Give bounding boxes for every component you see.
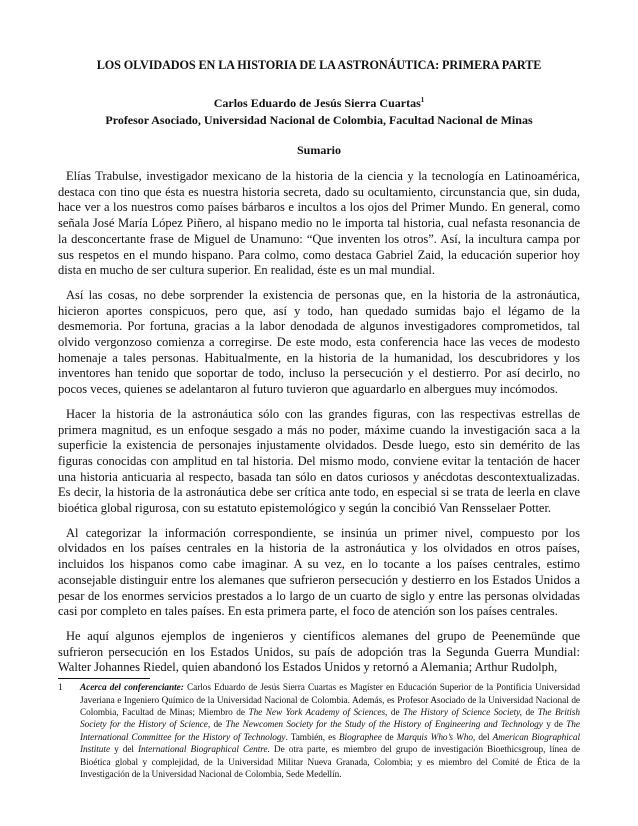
body-paragraph-4: Al categorizar la información correspondiente, se insinúa un primer nivel, compuesto por los olvidados en los países centrales en la historia de la astronáutica y los olvidados en otros países, incluidos los hispanos como cabe imaginar. A su vez, en lo tocante a los países centrales, estimo aconsejable distinguir entre los alemanes que sufrieron persecución y destierro en los Estados Unidos a pesar de los enormes servicios prestados a lo largo de un cuarto de siglo y entre las personas olvidadas casi por completo en tales países. En esta primera parte, el foco de atención son los países centrales. bbox=[58, 525, 580, 619]
footnote-org-name: Biographee bbox=[338, 732, 382, 743]
footnote-org-name: The International Committee for the History of Technology bbox=[80, 720, 580, 743]
footnote-org-name: American Biographical Institute bbox=[80, 732, 580, 756]
footnote-segment: De otra parte, es miembro del grupo de investigación Bioethicsgroup, línea de Bioética global y complejidad, de la Universidad Militar Nueva Granada, Colombia; y es miembro del Comité de Ética de la Investigación de la Universidad Nacional de Colombia, Sede Medellín. bbox=[80, 745, 580, 780]
footnote bbox=[58, 682, 580, 781]
footnote-divider bbox=[58, 678, 150, 679]
footnote-segment: de bbox=[387, 707, 404, 718]
author-name-text: Carlos Eduardo de Jesús Sierra Cuartas bbox=[213, 96, 421, 110]
footnote-org-name: International Biographical Centre. bbox=[137, 745, 270, 756]
footnote-segment: de bbox=[521, 707, 538, 718]
footnote-org-name: The Newcomen Society for the Study of the History of Engineering and Technology bbox=[225, 720, 543, 731]
body-paragraph-3: Hacer la historia de la astronáutica sólo con las grandes figuras, con las respectivas estrellas de primera magnitud, es un enfoque sesgado a más no poder, máxime cuando la investigación saca a la superficie la existencia de personajes injustamente olvidados. Desde luego, esto sin demérito de las figuras conocidas con amplitud en tal historia. Del mismo modo, conviene evitar la tentación de hacer una historia anticuaria al respecto, basada tan sólo en datos curiosos y anécdotas descontextualizadas. Es decir, la historia de la astronáutica debe ser crítica ante todo, en especial si se trata de leerla en clave bioética global rigurosa, con su estatuto epistemológico y según la concibió Van Rensselaer Potter. bbox=[58, 406, 580, 516]
footnote-number: 1 bbox=[58, 683, 63, 694]
footnote-org-name: The British Society for the History of Science, bbox=[80, 707, 580, 731]
footnote-segment: de bbox=[210, 720, 226, 731]
footnote-org-name: The New York Academy of Sciences, bbox=[248, 707, 388, 718]
footnote-segment: del bbox=[475, 732, 493, 743]
author-affiliation: Profesor Asociado, Universidad Nacional de Colombia, Facultad Nacional de Minas bbox=[105, 113, 533, 127]
footnote-segment: y del bbox=[110, 745, 138, 756]
body-paragraph-2: Así las cosas, no debe sorprender la existencia de personas que, en la historia de la astronáutica, hicieron aportes conspicuos, pero que, así y todo, han quedado sumidas bajo el légamo de la desmemoria. Por fortuna, gracias a la labor denodada de algunos investigadores comprometidos, tal olvido vergonzoso comienza a corregirse. De este modo, esta conferencia hace las veces de modesto homenaje a tales personas. Habitualmente, en la historia de la humanidad, los descubridores y los inventores han tenido que soportar de todo, incluso la persecución y el destierro. Por así decirlo, no pocos veces, quienes se adelantaron al futuro tuvieron que aguardarlo en albergues muy incómodos. bbox=[58, 287, 580, 397]
author-name bbox=[58, 95, 580, 112]
body-paragraph-5: He aquí algunos ejemplos de ingenieros y científicos alemanes del grupo de Peenemünde que sufrieron persecución en los Estados Unidos, su país de adopción tras la Segunda Guerra Mundial: Walter Johannes Riedel, quien abandonó los Estados Unidos y retornó a Alemania; Arthur Rudolph, bbox=[58, 628, 580, 675]
footnote-segment: Carlos Eduardo de Jesús Sierra Cuartas es Magíster en Educación Superior de la Pontificia Universidad Javeriana e Ingeniero Químico de la Universidad Nacional de Colombia. Además, es Profesor Asociado de la Universidad Nacional de Colombia, Facultad de Minas; Miembro de bbox=[80, 683, 580, 718]
footnote-segment: . También, es bbox=[285, 732, 339, 743]
footnote-label: Acerca del conferenciante: bbox=[80, 683, 184, 694]
footnote-org-name: The History of Science Society, bbox=[403, 707, 522, 718]
summary-heading: Sumario bbox=[296, 143, 341, 157]
footnote-segment: y de bbox=[542, 720, 567, 731]
footnote-segment: de bbox=[381, 732, 397, 743]
footnote-text bbox=[80, 682, 580, 781]
document-title: LOS OLVIDADOS EN LA HISTORIA DE LA ASTRONÁUTICA: PRIMERA PARTE bbox=[96, 58, 542, 72]
footnote-marker: 1 bbox=[420, 96, 425, 104]
body-paragraph-1: Elías Trabulse, investigador mexicano de la historia de la ciencia y la tecnología en Latinoamérica, destaca con tino que ésta es nuestra historia secreta, dado su ocultamiento, circunstancia que, sin duda, hace ver a los nuestros como países bárbaros e incultos a los ojos del Primer Mundo. En general, como señala José María López Piñero, al hispano medio no le importa tal historia, cual nefasta resonancia de la desconcertante frase de Miguel de Unamuno: “Que inventen los otros”. Así, la incultura campa por sus respetos en el mundo hispano. Para colmo, como destaca Gabriel Zaid, la educación superior hoy dista en mucho de ser cultura superior. En realidad, éste es un mal mundial. bbox=[58, 169, 580, 278]
footnote-org-name: Marquis Who’s Who, bbox=[396, 732, 476, 743]
